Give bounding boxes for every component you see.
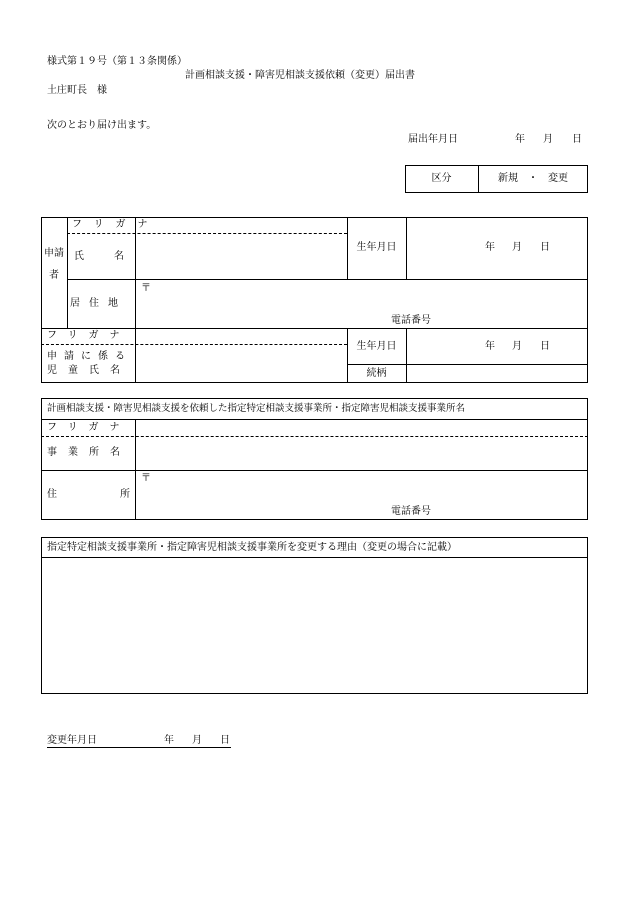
applicant-address-label: 居住地	[70, 298, 127, 309]
submission-year-unit: 年	[515, 134, 525, 145]
reason-input[interactable]	[42, 559, 587, 693]
change-date-underline	[47, 747, 231, 748]
child-relation-input[interactable]	[407, 365, 587, 382]
category-options[interactable]: 新規 ・ 変更	[498, 173, 568, 184]
child-furigana-input[interactable]	[136, 329, 346, 343]
child-name-label-line1: 申請に係る	[47, 351, 132, 362]
applicant-phone-input[interactable]	[440, 313, 585, 327]
change-month-unit: 月	[192, 735, 202, 746]
office-name-label: 事業所名	[47, 447, 131, 458]
office-heading: 計画相談支援・障害児相談支援を依頼した指定特定相談支援事業所・指定障害児相談支援事業所名	[47, 403, 466, 414]
office-address-input[interactable]	[155, 472, 585, 502]
applicant-birthdate-input[interactable]	[407, 218, 587, 278]
applicant-name-input[interactable]	[136, 235, 346, 278]
child-relation-label: 続柄	[366, 368, 387, 379]
office-address-label: 住所	[47, 489, 193, 500]
applicant-furigana-input[interactable]	[136, 218, 346, 232]
applicant-side-label: 申請者	[44, 248, 64, 281]
child-furigana-label: フリガナ	[47, 330, 131, 341]
applicant-postal-mark: 〒	[141, 283, 151, 294]
applicant-name-label: 氏名	[74, 251, 154, 262]
applicant-furigana-label: フリガナ	[72, 219, 160, 230]
submission-day-unit: 日	[572, 134, 582, 145]
child-birth-label: 生年月日	[356, 341, 397, 352]
form-number: 様式第１９号（第１３条関係）	[47, 56, 187, 67]
applicant-address-input[interactable]	[155, 282, 585, 312]
child-birthdate-input[interactable]	[407, 329, 587, 363]
applicant-birth-year-unit: 年	[485, 242, 495, 253]
office-phone-input[interactable]	[440, 504, 585, 518]
child-birth-year-unit: 年	[485, 341, 495, 352]
reason-heading: 指定特定相談支援事業所・指定障害児相談支援事業所を変更する理由（変更の場合に記載）	[47, 542, 457, 553]
applicant-birth-label: 生年月日	[356, 242, 397, 253]
office-phone-label: 電話番号	[391, 506, 431, 517]
change-year-unit: 年	[164, 735, 174, 746]
change-date-label: 変更年月日	[47, 735, 97, 746]
office-furigana-label: フリガナ	[47, 422, 131, 433]
applicant-phone-label: 電話番号	[391, 315, 431, 326]
office-postal-mark: 〒	[141, 473, 151, 484]
child-name-label-line2: 児童氏名	[47, 365, 131, 376]
addressee: 土庄町長 様	[47, 85, 107, 96]
intro-text: 次のとおり届け出ます。	[47, 120, 157, 131]
change-day-unit: 日	[220, 735, 230, 746]
office-name-input[interactable]	[136, 438, 587, 469]
child-birth-month-unit: 月	[512, 341, 522, 352]
applicant-birth-month-unit: 月	[512, 242, 522, 253]
submission-date-label: 届出年月日	[408, 134, 458, 145]
category-label: 区分	[431, 173, 452, 184]
applicant-birth-day-unit: 日	[540, 242, 550, 253]
submission-month-unit: 月	[543, 134, 553, 145]
form-title: 計画相談支援・障害児相談支援依頼（変更）届出書	[185, 70, 415, 81]
child-name-input[interactable]	[136, 346, 346, 382]
child-birth-day-unit: 日	[540, 341, 550, 352]
office-furigana-input[interactable]	[136, 420, 587, 435]
